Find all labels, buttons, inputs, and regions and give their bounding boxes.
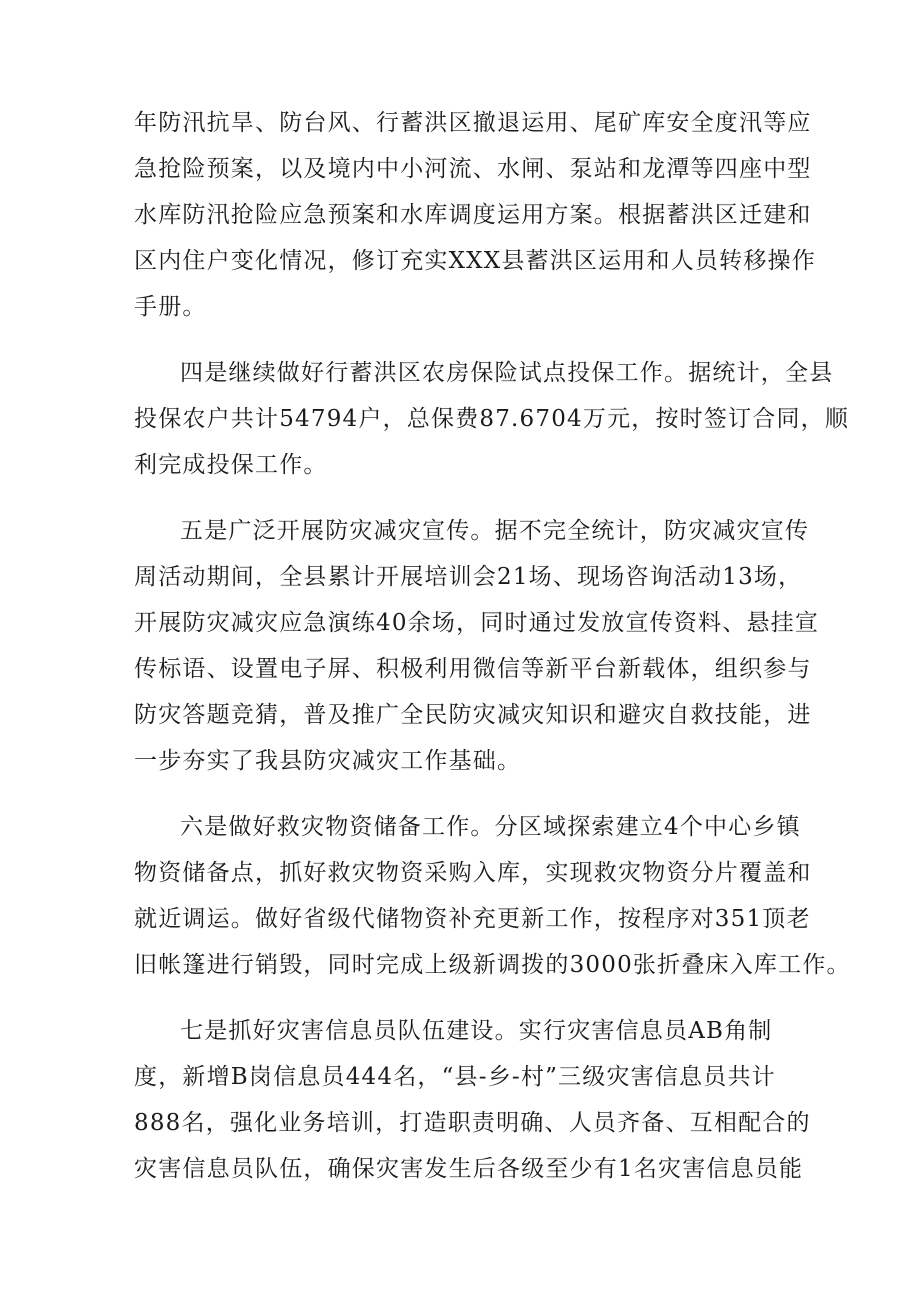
text-line: 四是继续做好行蓄洪区农房保险试点投保工作。据统计，全县 [180, 360, 834, 386]
text-line: 周活动期间，全县累计开展培训会21场、现场咨询活动13场， [134, 564, 803, 590]
text-line: 传标语、设置电子屏、积极利用微信等新平台新载体，组织参与 [134, 656, 812, 682]
paragraph-insurance [134, 350, 850, 488]
text-line: 投保农户共计54794户，总保费87.6704万元，按时签订合同，顺 [134, 406, 850, 432]
text-line: 急抢险预案，以及境内中小河流、水闸、泵站和龙潭等四座中型 [134, 156, 812, 182]
text-line: 灾害信息员队伍，确保灾害发生后各级至少有1名灾害信息员能 [134, 1156, 804, 1182]
text-line: 一步夯实了我县防灾减灾工作基础。 [134, 748, 522, 774]
text-line: 六是做好救灾物资储备工作。分区域探索建立4个中心乡镇 [180, 814, 801, 840]
text-line: 开展防灾减灾应急演练40余场，同时通过发放宣传资料、悬挂宣 [134, 610, 820, 636]
text-line: 防灾答题竞猜，普及推广全民防灾减灾知识和避灾自救技能，进 [134, 702, 812, 728]
paragraph-emergency-plans [134, 100, 816, 330]
document-body [134, 100, 851, 1212]
text-line: 旧帐篷进行销毁，同时完成上级新调拨的3000张折叠床入库工作。 [134, 952, 851, 978]
text-line: 五是广泛开展防灾减灾宣传。据不完全统计，防灾减灾宣传 [180, 518, 810, 544]
text-line: 利完成投保工作。 [134, 452, 328, 478]
text-line: 度，新增B岗信息员444名，“县-乡-村”三级灾害信息员共计 [134, 1064, 776, 1090]
text-line: 水库防汛抢险应急预案和水库调度运用方案。根据蓄洪区迁建和 [134, 202, 812, 228]
text-line: 年防汛抗旱、防台风、行蓄洪区撤退运用、尾矿库安全度汛等应 [134, 110, 812, 136]
paragraph-publicity [134, 508, 820, 784]
text-line: 手册。 [134, 294, 207, 320]
paragraph-supplies-reserve [134, 804, 851, 988]
text-line: 物资储备点，抓好救灾物资采购入库，实现救灾物资分片覆盖和 [134, 860, 812, 886]
text-line: 区内住户变化情况，修订充实XXX县蓄洪区运用和人员转移操作 [134, 248, 816, 274]
text-line: 888名，强化业务培训，打造职责明确、人员齐备、互相配合的 [134, 1110, 811, 1136]
paragraph-disaster-informants [134, 1008, 811, 1192]
text-line: 七是抓好灾害信息员队伍建设。实行灾害信息员AB角制 [180, 1018, 773, 1044]
text-line: 就近调运。做好省级代储物资补充更新工作，按程序对351顶老 [134, 906, 811, 932]
